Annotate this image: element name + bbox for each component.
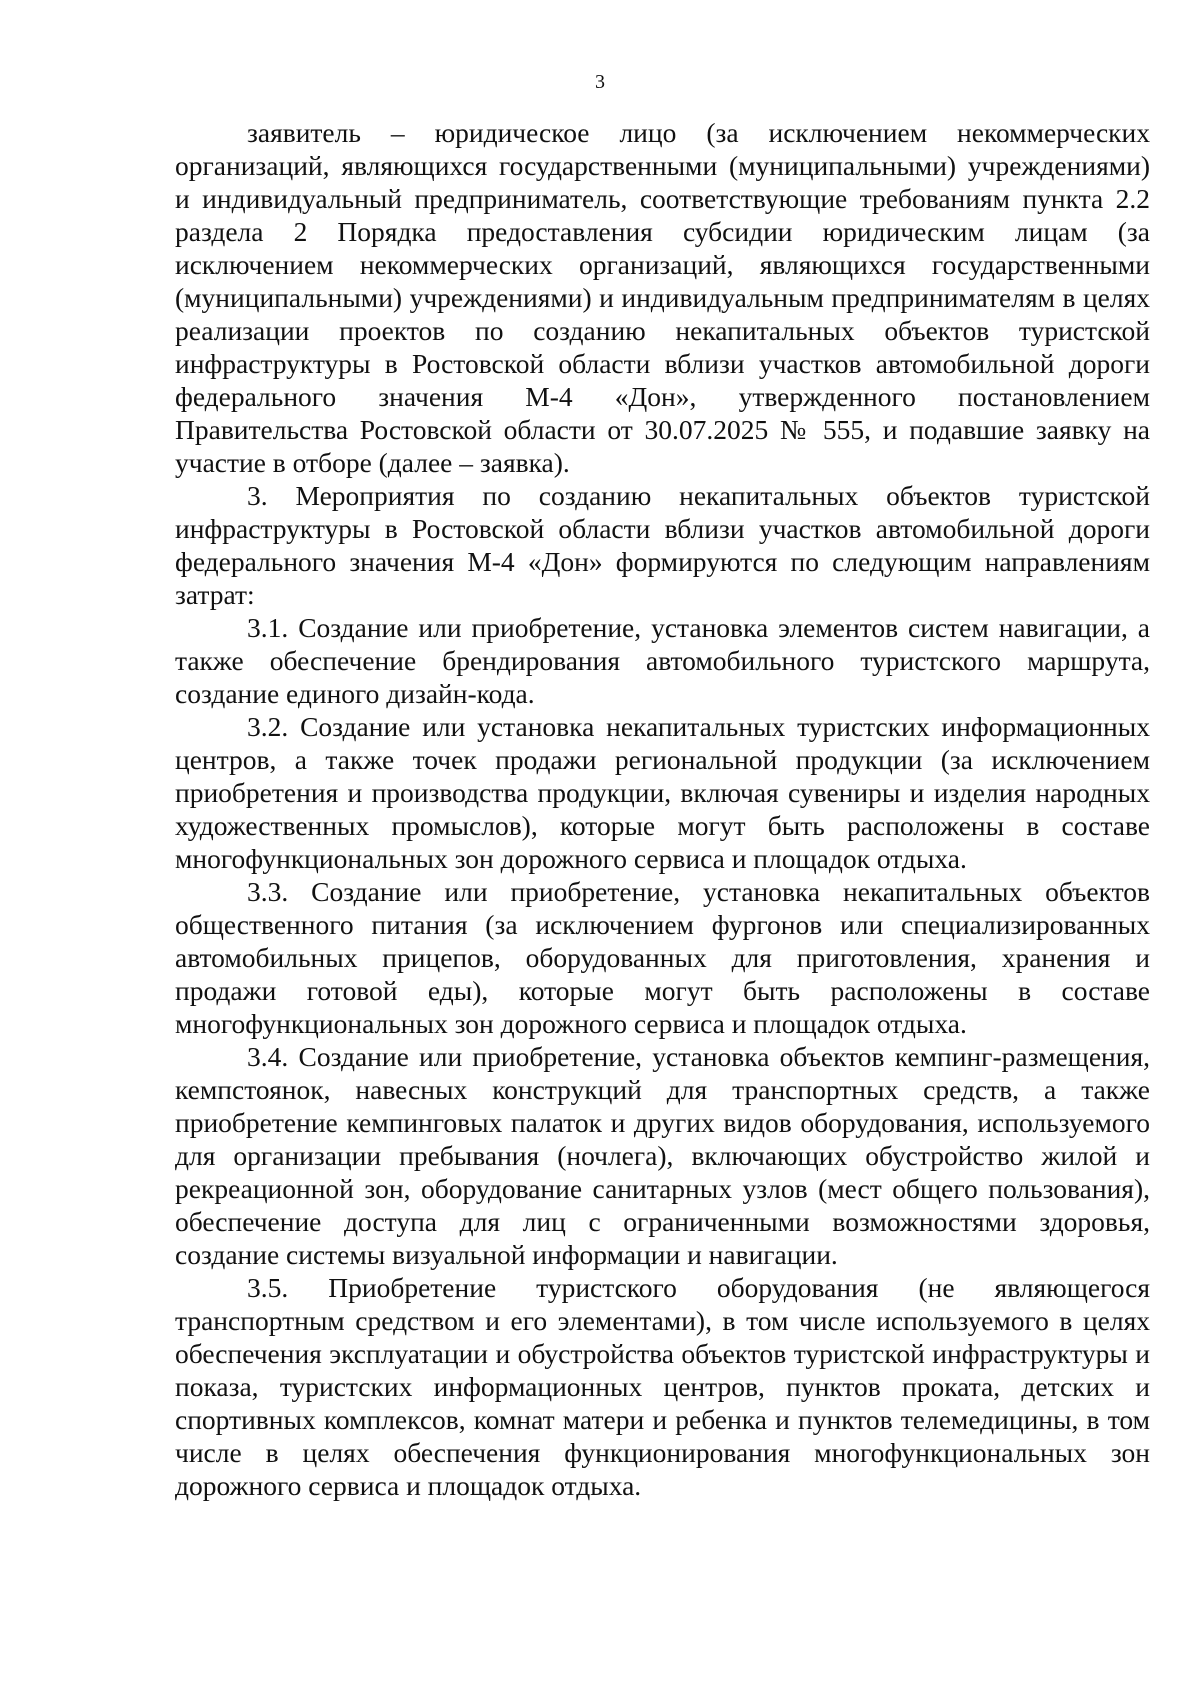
paragraph-3-5: 3.5. Приобретение туристского оборудования (не являющегося транспортным средством и его элементами), в том числе используемого в целях обеспечения эксплуатации и обустройства объектов туристской инфраструктуры и показа, туристских информационных центров, пунктов проката, детских и спортивных комплексов, комнат матери и ребенка и пунктов телемедицины, в том числе в целях обеспечения функционирования многофункциональных зон дорожного сервиса и площадок отдыха. [175,1272,1150,1501]
paragraph-3: 3. Мероприятия по созданию некапитальных объектов туристской инфраструктуры в Ростовской области вблизи участков автомобильной дороги федерального значения М-4 «Дон» формируются по следующим направлениям затрат: [175,480,1150,610]
paragraph-3-4: 3.4. Создание или приобретение, установка объектов кемпинг-размещения, кемпстоянок, навесных конструкций для транспортных средств, а также приобретение кемпинговых палаток и других видов оборудования, используемого для организации пребывания (ночлега), включающих обустройство жилой и рекреационной зон, оборудование санитарных узлов (мест общего пользования), обеспечение доступа для лиц с ограниченными возможностями здоровья, создание системы визуальной информации и навигации. [175,1041,1150,1270]
paragraph-3-1: 3.1. Создание или приобретение, установка элементов систем навигации, а также обеспечение брендирования автомобильного туристского маршрута, создание единого дизайн-кода. [175,612,1150,709]
page-number: 3 [595,71,605,93]
paragraph-applicant: заявитель – юридическое лицо (за исключением некоммерческих организаций, являющихся государственными (муниципальными) учреждениями) и индивидуальный предприниматель, соответствующие требованиям пункта 2.2 раздела 2 Порядка предоставления субсидии юридическим лицам (за исключением некоммерческих организаций, являющихся государственными (муниципальными) учреждениями) и индивидуальным предпринимателям в целях реализации проектов по созданию некапитальных объектов туристской инфраструктуры в Ростовской области вблизи участков автомобильной дороги федерального значения М-4 «Дон», утвержденного постановлением Правительства Ростовской области от 30.07.2025 № 555, и подавшие заявку на участие в отборе (далее – заявка). [175,117,1150,478]
paragraph-3-2: 3.2. Создание или установка некапитальных туристских информационных центров, а также точек продажи региональной продукции (за исключением приобретения и производства продукции, включая сувениры и изделия народных художественных промыслов), которые могут быть расположены в составе многофункциональных зон дорожного сервиса и площадок отдыха. [175,711,1150,874]
paragraph-3-3: 3.3. Создание или приобретение, установка некапитальных объектов общественного питания (за исключением фургонов или специализированных автомобильных прицепов, оборудованных для приготовления, хранения и продажи готовой еды), которые могут быть расположены в составе многофункциональных зон дорожного сервиса и площадок отдыха. [175,876,1150,1039]
document-body [175,116,1150,1502]
